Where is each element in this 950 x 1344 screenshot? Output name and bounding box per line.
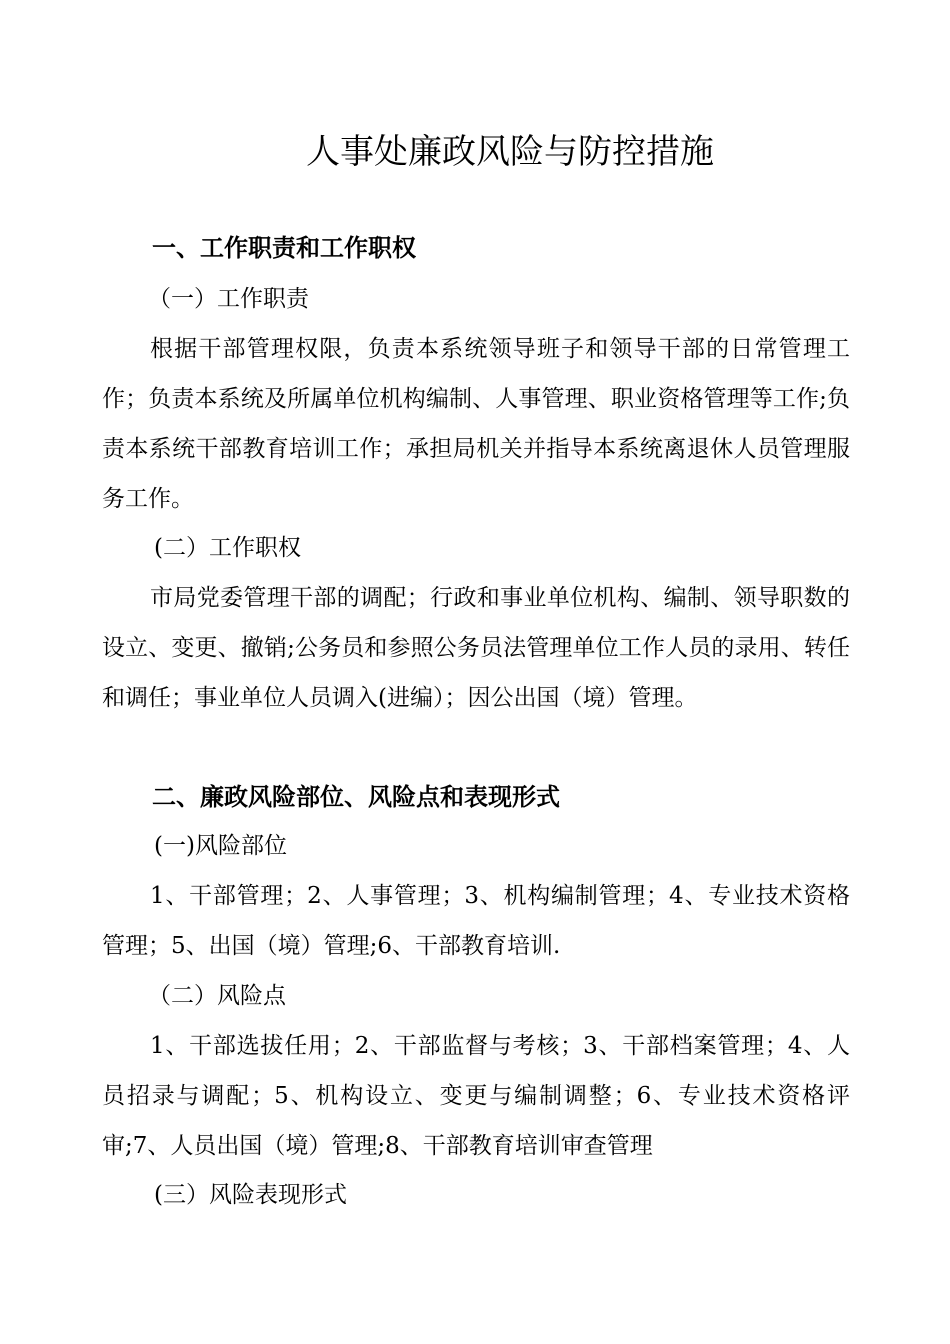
subheading-powers: (二）工作职权	[154, 535, 301, 561]
subheading-risk-areas: (一)风险部位	[154, 833, 287, 859]
subheading-risk-forms: (三）风险表现形式	[154, 1182, 347, 1208]
document-title: 人事处廉政风险与防控措施	[306, 132, 714, 172]
subheading-risk-points: （二）风险点	[148, 983, 286, 1009]
paragraph-risk-areas: 1、干部管理；2、人事管理；3、机构编制管理；4、专业技术资格管理；5、出国（境）管理;6、干部教育培训.	[102, 883, 850, 959]
paragraph-powers: 市局党委管理干部的调配；行政和事业单位机构、编制、领导职数的设立、变更、撤销;公务员和参照公务员法管理单位工作人员的录用、转任和调任；事业单位人员调入(进编）；因公出国（境）管理。	[102, 585, 850, 711]
subheading-duties: （一）工作职责	[148, 286, 309, 312]
paragraph-risk-points: 1、干部选拔任用；2、干部监督与考核；3、干部档案管理；4、人员招录与调配；5、机构设立、变更与编制调整；6、专业技术资格评审;7、人员出国（境）管理;8、干部教育培训审查管理	[102, 1033, 850, 1159]
section-heading-duties-powers: 一、工作职责和工作职权	[152, 234, 416, 262]
paragraph-duties: 根据干部管理权限，负责本系统领导班子和领导干部的日常管理工作；负责本系统及所属单位机构编制、人事管理、职业资格管理等工作;负责本系统干部教育培训工作；承担局机关并指导本系统离退休人员管理服务工作。	[102, 336, 850, 512]
section-heading-risk: 二、廉政风险部位、风险点和表现形式	[152, 783, 560, 811]
